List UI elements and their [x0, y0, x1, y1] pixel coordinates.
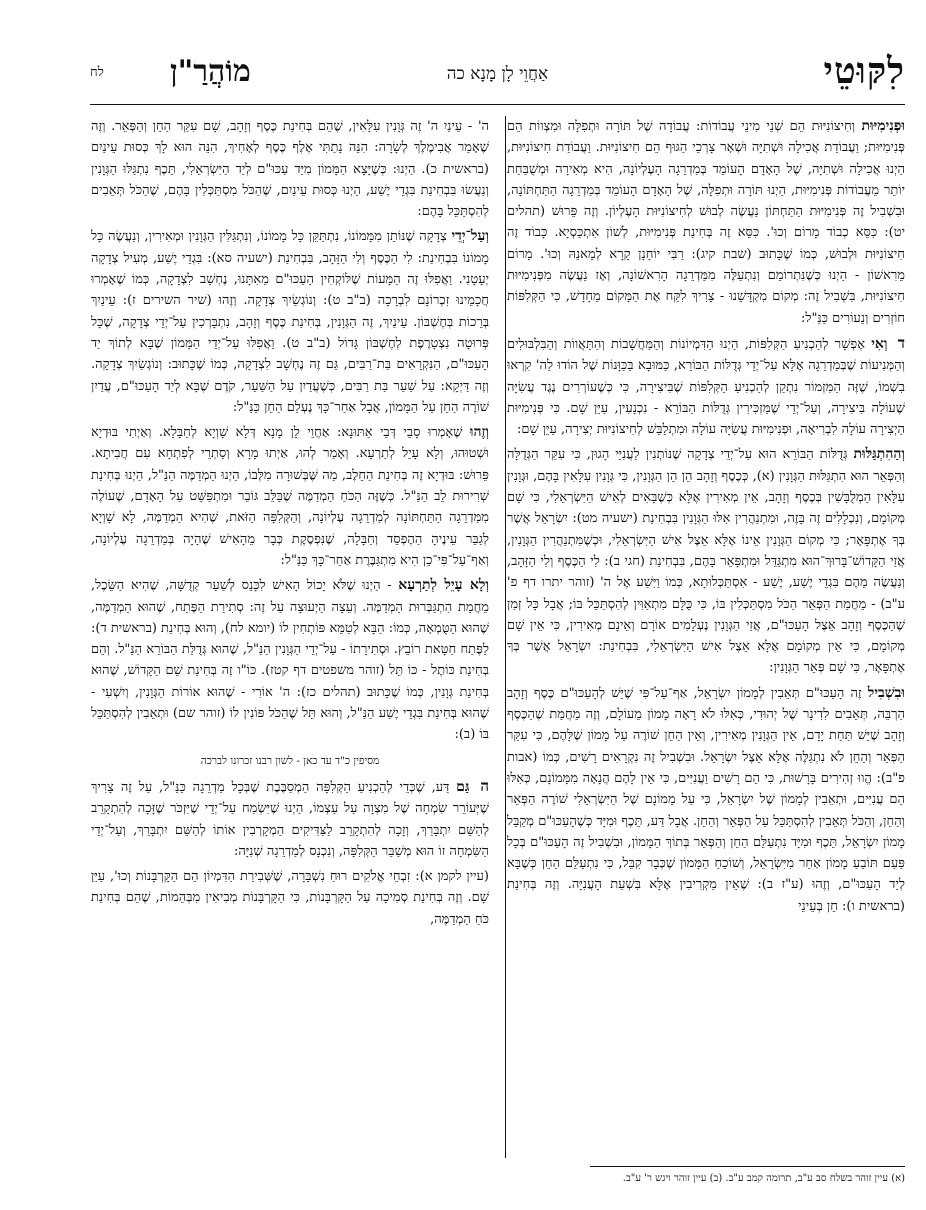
footnotes: (א) עיין זוהר בשלח סב ע"ב, תרומה קמב ע"ב. (ב) עיין זוהר ויגש ר' ע"ב.	[622, 1173, 905, 1184]
folio-number: לח	[90, 65, 104, 80]
lead-word: וְאִי	[871, 335, 888, 352]
section-number: ד	[897, 333, 905, 352]
paragraph-text: גְּדֻלּוֹת הַבּוֹרֵא הוּא עַל־יְדֵי צְדָקָה שֶׁנּוֹתְנִין לַעֲנִיֵּי הָגוּן, כִּי עִקַּר הַגְּדֻלָּה וְהַפְּאֵר הוּא הִתְגַּלּוּת הַגְּוָנִין (א), כְּכֶסֶף וְזָהָב הֵן הֵן הַגְּוָנִין, כִּי גְּוָנִין עִלָּאִין בָּהֶם, וּגְוָנִין עִלָּאִין הַמְלֻבָּשִׁין בְּכֶסֶף וְזָהָב, אֵין מְאִירִין אֶלָּא כְּשֶׁבָּאִים לְאִישׁ הַיִּשְׂרְאֵלִי, כִּי שָׁם מְקוֹמָם, וְנִכְלָלִים זֶה בָּזֶה, וּמִתְנַהֲרִין אִלּוּ הַגְּוָנִין בִּבְחִינַת (ישעיה מט): יִשְׂרָאֵל אֲשֶׁר בְּךָ אֶתְפָּאָר; כִּי מְקוֹם הַגְּוָנִין אֵינוֹ אֶלָּא אֵצֶל אִישׁ הַיִּשְׂרְאֵלִי, וּכְשֶׁמִּתְנַהֲרִין הַגְּוָנִין, אֲזַי הַקָּדוֹשׁ־בָּרוּךְ־הוּא מִתְגַּדֵּל וּמִתְפָּאֵר בָּהֶם, בִּבְחִינַת (חגי ב): לִי הַכֶּסֶף וְלִי הַזָּהָב, וְנַעֲשֶׂה מֵהֶם בִּגְדֵי יֶשַׁע, יֶשַׁע - אִסְתַּכְּלוּתָא, כְּמוֹ וַיִּשַׁע אֶל ה' (זוהר יתרו דף פ' ע"ב) - מֵחֲמַת הַפְּאֵר הַכֹּל מִסְתַּכְּלִין בּוֹ, כִּי כֻּלָּם מִתְאַוִּין לְהִסְתַּכֵּל בּוֹ; אֲבָל כָּל זְמַן שֶׁהַכֶּסֶף וְזָהָב אֵצֶל הָעַכּוּ"ם, אֲזַי הַגְּוָנִין נֶעְלָמִים אוֹרָם וְאֵינָם מְאִירִין, כִּי אֵין שָׁם מְקוֹמָם, כִּי אֵין מְקוֹמָם אֶלָּא אֵצֶל אִישׁ הַיִּשְׂרְאֵלִי, בִּבְחִינַת: יִשְׂרָאֵל אֲשֶׁר בְּךָ אֶתְפָּאָר, כִּי שָׁם פְּאֵר הַגְּוָנִין:	[507, 447, 905, 676]
paragraph	[91, 226, 489, 418]
right-column	[507, 116, 905, 1158]
paragraph	[507, 683, 905, 917]
paragraph-text: אֶפְשָׁר לְהַכְנִיעַ הַקְּלִפּוֹת, הַיְנוּ הַדִּמְיוֹנוֹת וְהַמַּחֲשָׁבוֹת וְהַתַּאֲווֹת וְהַבִּלְבּוּלִים וְהַמְּנִיעוֹת שֶׁבְּמַדְרֵגָה אֶלָּא עַל־יְדֵי גְּדֻלּוֹת הַבּוֹרֵא, כַּמּוּבָא בַּכַּוָּנוֹת שֶׁל הוֹדוּ לַה' קִרְאוּ בִשְׁמוֹ, שֶׁזֶּה הַמִּזְמוֹר נִתְקַן לְהַכְנִיעַ הַקְּלִפּוֹת שֶׁבִּיצִירָה, כִּי כְּשֶׁעוֹרְרִים נֶגֶד עֲשִׂיָּה שֶׁעוֹלָה בִּיצִירָה, וְעַל־יְדֵי שֶׁמַּזְכִּירִין גְּדֻלּוֹת הַבּוֹרֵא - נִכְנָעִין, עַיֵּן שָׁם. כִּי פְּנִימִיּוּת הַיְצִירָה עוֹלָה לִבְרִיאָה, וּפְנִימִיּוּת עֲשִׂיָּה עוֹלָה וּמִתְלַבֵּשׁ לְחִיצוֹנִיּוּת יְצִירָה, עַיֵּן שָׁם:	[507, 336, 905, 438]
lead-word: וּפְנִימִיּוּת	[861, 118, 905, 134]
closing-note	[91, 750, 489, 772]
paragraph-text: צְדָקָה שֶׁנּוֹתֵן מִמָּמוֹנוֹ, נִתְתַּקֵּן כָּל מָמוֹנוֹ, וְנִתְגַּלִּין הַגְּוָנִין וּמְאִירִין, וְנַעֲשֶׂה כָּל מָמוֹנוֹ בִּבְחִינַת: לִי הַכֶּסֶף וְלִי הַזָּהָב, בִּבְחִינַת (ישעיה סא): בִּגְדֵי יֶשַׁע, מְעִיל צְדָקָה יְעָטָנִי. וַאֲפִלּוּ זֶה הַמָּעוֹת שֶׁלּוֹקְחִין הָעַכּוּ"ם מֵאִתָּנוּ, נֶחְשָׁב לִצְדָקָה, כְּמוֹ שֶׁאָמְרוּ חֲכָמֵינוּ זִכְרוֹנָם לִבְרָכָה (ב"ב ט): וְנוֹגְשַׂיִךְ צְדָקָה. וְזֶהוּ (שיר השירים ז): עֵינַיִךְ בְּרֵכוֹת בְּחֶשְׁבּוֹן. עֵינַיִךְ, זֶה הַגְּוָנִין, בְּחִינַת כֶּסֶף וְזָהָב, נִתְבָּרְכִין עַל־יְדֵי צְדָקָה, שֶׁכָּל פְּרוּטָה נִצְטָרֶפֶת לְחֶשְׁבּוֹן גָּדוֹל (ב"ב ט). וַאֲפִלּוּ עַל־יְדֵי הַמָּמוֹן שֶׁבָּא לְתוֹךְ יַד הָעַכּוּ"ם, הַנִּקְרָאִים בַּת־רַבִּים, גַּם זֶה נֶחְשָׁב לִצְדָקָה, כְּמוֹ שֶׁכָּתוּב: וְנוֹגְשַׂיִךְ צְדָקָה. וְזֶה דַּיְקָא: עַל שַׁעַר בַּת רַבִּים, כְּשֶׁעֲדַיִן עַל הַשַּׁעַר, קֹדֶם שֶׁבָּא לְיַד הָעַכּוּ"ם, עֲדַיִן שׁוֹרֶה הַחֵן עַל הַמָּמוֹן, אֲבָל אַחַר־כָּךְ נֶעְלַם הַחֵן כַּנַּ"ל:	[91, 229, 489, 415]
paragraph-text: ה' - עֵינַיִ ה' זֶה גְּוָנִין עִלָּאִין, שֶׁהֵם בְּחִינַת כֶּסֶף וְזָהָב, שָׁם עִקַּר הַחֵן וְהַפְּאֵר. וְזֶה שֶׁאָמַר אֲבִימֶלֶךְ לְשָׂרָה: הִנֵּה נָתַתִּי אֶלֶף כֶּסֶף לְאָחִיךְ, הִנֵּה הוּא לָךְ כְּסוּת עֵינַיִם (בראשית כ). הַיְנוּ: כְּשֶׁיָּצָא הַמָּמוֹן מִיַּד עַכּוּ"ם לְיַד הַיִּשְׂרְאֵלִי, תֵּכֶף נִתְגַּלּוּ הַגְּוָנִין וְנַעֲשׂוּ בִּבְחִינַת בִּגְדֵי יֶשַׁע, הַיְנוּ כְּסוּת עֵינַיִם, שֶׁהַכֹּל מִסְתַּכְּלִין בָּהֶם, שֶׁהַכֹּל תְּאֵבִים לְהִסְתַּכֵּל בָּהֶם:	[91, 119, 489, 220]
section-title: אַחֲוֵי לָן מָנָא כה	[446, 64, 549, 84]
paragraph	[91, 116, 489, 222]
paragraph-text: (עיין לקמן א): זִבְחֵי אֱלֹקִים רוּחַ נִשְׁבָּרָה, שֶׁשְּׁבִירַת הַדִּמְיוֹן הֵם הַקָּרְבָּנוֹת וְכוּ', עַיֵּן שָׁם. וְזֶה בְּחִינַת סְמִיכָה עַל הַקָּרְבָּנוֹת, כִּי הַקָּרְבָּנוֹת מְבִיאִין מִבְּהֵמוֹת, שֶׁהֵם בְּחִינַת כֹּחַ הַמְדַמֶּה,	[91, 869, 489, 927]
header-rule	[90, 104, 905, 105]
lead-word: וְלָא עָיֵל לְתַרְעָא	[398, 577, 489, 594]
section-number: ה	[480, 776, 489, 795]
paragraph	[507, 116, 905, 329]
paragraph	[507, 444, 905, 678]
left-column	[91, 116, 489, 1158]
paragraph-text: שֶׁאָמְרוּ סָבֵי דְּבֵי אַתּוּנָא: אַחֲוֵי לָן מָנָא דְּלָא שָׁוְיָא לְחַבָּלָא. וְאַיְתִי בּוּדְיָא וּשְׁטוּהוּ, וְלָא עָיֵל לְתַרְעָא. וְאָמַר לְהוּ, אַיְתוּ מָרָא וְסַתְרֵי לְפִתְחָא עִם חֲבִיתָא. פֵּרוּשׁ: בּוּדְיָא זֶה בְּחִינַת הַחֵלֶב, מַה שֶּׁבְּשׁוּרָה מִלְּבוֹ, הַיְנוּ הַמְדַמֶּה הַנַּ"ל, הַיְנוּ בְּחִינַת שְׁרִירוּת לֵב הַנַּ"ל. כְּשֶׁזֶּה הַכֹּחַ הַמְדַמֶּה שֶׁבַּלֵּב גּוֹבֵר וּמִתְפַּשֵּׁט עַל הָאָדָם, שֶׁעוֹלֶה מִמַּדְרֵגָה הַתַּחְתּוֹנָה לְמַדְרֵגָה עֶלְיוֹנָה, וְהַקְּלִפָּה הַזֹּאת, שֶׁהִיא הַמְדַמֶּה, לָא שָׁוְיָא לְגַבֵּר עֵינֶיהָ הַהֶפְסֵד וְחַבָּלָה, שֶׁנִּפְסֶקֶת כְּבָר מֵהָאִישׁ שֶׁהָיָה בְּמַדְרֵגָה עֶלְיוֹנָה, וְאַף־עַל־פִּי־כֵן הִיא מִתְגַּבֶּרֶת אַחַר־כָּךְ כַּנַּ"ל:	[91, 425, 489, 568]
lead-word: גַּם	[456, 778, 470, 795]
paragraph	[91, 866, 489, 930]
paragraph	[507, 333, 905, 440]
paragraph-text: - הַיְנוּ שֶׁלֹּא יָכוֹל הָאִישׁ לִכָּנֵס לְשַׁעַר קְדֻשָּׁה, שֶׁהִיא הַשֵּׂכֶל, מֵחֲמַת הִתְגַּבְּרוּת הַמְדַמֶּה. וְעֵצָה הַיְעוּצָה עַל זֶה: סְתִירַת הַפֶּתַח, שֶׁהוּא הַמְדַמֶּה, שֶׁהוּא הַטֻּמְאָה, כְּמוֹ: הַבָּא לְטַמֵּא פּוֹתְחִין לוֹ (יומא לח), וְהוּא בְּחִינַת (בראשית ד): לַפֶּתַח חַטָּאת רוֹבֵץ. וּסְתִירָתוֹ - עַל־יְדֵי הַגְּוָנִין הַנַּ"ל, שֶׁהוּא גְּדֻלַּת הַבּוֹרֵא הַנַּ"ל. וְהֵם בְּחִינַת כּוֹתֶל - כּוֹ תֵּל (זוהר משפטים דף קטז). כּוֹ"ו זֶה בְּחִינַת שֵׁם הַקָּדוֹשׁ, שֶׁהוּא בְּחִינַת גְּוָנִין, כְּמוֹ שֶׁכָּתוּב (תהלים כז): ה' אוֹרִי - שֶׁהוּא אוֹרוֹת הַגְּוָנִין, וְיִשְׁעִי - שֶׁהוּא בְּחִינַת בִּגְדֵי יֶשַׁע הַנַּ"ל, וְהוּא תֵּל שֶׁהַכֹּל פּוֹנִין לוֹ (זוהר שם) וּתְאֵבִין לְהִסְתַּכֵּל בּוֹ (ב):	[91, 578, 489, 743]
paragraph	[91, 575, 489, 745]
paragraph	[91, 422, 489, 571]
lead-word: וְהַהִתְגַּלּוּת	[853, 446, 905, 463]
closing-note-text: מסיפין כ"ד עד כאן - לשון רבנו זכרונו לברכה	[200, 754, 380, 767]
lead-word: וְעַל־יְדֵי	[451, 228, 489, 245]
paragraph-text: וְחִיצוֹנִיּוּת הֵם שְׁנֵי מִינֵי עֲבוֹדוֹת: עֲבוֹדָה שֶׁל תּוֹרָה וּתְפִלָּה וּמִצְווֹת הֵם פְּנִימִיּוּת; וַעֲבוֹדַת אֲכִילָה וּשְׁתִיָּה וּשְׁאָר צָרְכֵי הַגּוּף הֵם חִיצוֹנִיּוּת. וַעֲבוֹדַת חִיצוֹנִיּוּת, הַיְנוּ אֲכִילָה וּשְׁתִיָּה, שֶׁל הָאָדָם הָעוֹמֵד בְּמַדְרֵגָה הָעֶלְיוֹנָה, הִיא מְאִירָה וּמְשֻׁבַּחַת יוֹתֵר מֵעֲבוֹדוֹת פְּנִימִיּוּת, הַיְנוּ תּוֹרָה וּתְפִלָּה, שֶׁל הָאָדָם הָעוֹמֵד בְּמַדְרֵגָה הַתַּחְתּוֹנָה, וּבִשְׁבִיל זֶה פְּנִימִיּוּת הַתַּחְתּוֹן נַעֲשֶׂה לְבוּשׁ לְחִיצוֹנִיּוּת הָעֶלְיוֹן. וְזֶה פֵּרוּשׁ (תהלים יט): כִּסֵּא כְבוֹד מָרוֹם וְכוּ'. כִּסֵּא זֶה בְּחִינַת פְּנִימִיּוּת, לְשׁוֹן אִתְכַּסְיָא. כָּבוֹד זֶה חִיצוֹנִיּוּת וּלְבוּשׁ, כְּמוֹ שֶׁכָּתוּב (שבת קיג): רַבִּי יוֹחָנָן קָרָא לְמָאנֵהּ וְכוּ'. מָרוֹם מֵרִאשׁוֹן - הַיְנוּ כְּשֶׁנִּתְרוֹמֵם וְנִתְעַלֶּה מִמַּדְרֵגָה הָרִאשׁוֹנָה, וְאָז נַעֲשֶׂה מִפְּנִימִיּוּת חִיצוֹנִיּוּת, בִּשְׁבִיל זֶה: מְקוֹם מִקְדָּשֵׁנוּ - צָרִיךְ לִקַּח אֶת הַמָּקוֹם מֵחָדָשׁ, כִּי הַקְּלִפּוֹת חוֹזְרִים וְנֵעוֹרִים כַּנַּ"ל:	[507, 119, 905, 326]
author-title: מוֹהֲרַ"ן	[170, 54, 251, 89]
lead-word: וּבִשְׁבִיל	[867, 684, 905, 701]
running-header	[90, 50, 905, 100]
paragraph-text: דַּע, שֶׁכְּדֵי לְהַכְנִיעַ הַקְּלִפָּה הַמְסַבֶּבֶת שֶׁבְּכָל מַדְרֵגָה כַּנַּ"ל, עַל זֶה צָרִיךְ שֶׁיְּעוֹרֵר שִׂמְחָה שֶׁל מִצְוָה עַל עַצְמוֹ, הַיְנוּ שֶׁיִּשְׂמַח עַל־יְדֵי שֶׁיִּזְכֹּר שֶׁזָּכָה לְהִתְקָרֵב לְהַשֵּׁם יִתְבָּרַךְ, וְזָכָה לְהִתְקָרֵב לַצַּדִּיקִים הַמְקָרְבִין אוֹתוֹ לְהַשֵּׁם יִתְבָּרַךְ, וְעַל־יְדֵי הַשִּׂמְחָה זוֹ הוּא מְשַׁבֵּר הַקְּלִפָּה, וְנִכְנָס לְמַדְרֵגָה שְׁנִיָּה:	[91, 779, 489, 859]
book-title: לִקּוּטֵי	[823, 50, 905, 92]
footnote-rule	[590, 1166, 905, 1167]
column-divider	[505, 116, 506, 1158]
paragraph	[91, 776, 489, 862]
paragraph-text: זֶה הָעַכּוּ"ם תְּאֵבִין לְמָמוֹן יִשְׂרָאֵל, אַף־עַל־פִּי שֶׁיֵּשׁ לְהָעַכּוּ"ם כֶּסֶף וְזָהָב הַרְבֵּה, תְּאֵבִים לִדִינָר שֶׁל יְהוּדִי, כְּאִלּוּ לֹא רָאָה מָמוֹן מֵעוֹלָם, וְזֶה מֵחֲמַת שֶׁהַכֶּסֶף וְזָהָב שֶׁיֵּשׁ תַּחַת יָדָם, אֵין הַגְּוָנִין מְאִירִין, וְאֵין הַחֵן שׁוֹרֶה עַל מָמוֹן שֶׁלָּהֶם, כִּי עִקַּר הַפְּאֵר וְהַחֵן לֹא נִתְגַּלֶּה אֶלָּא אֵצֶל יִשְׂרָאֵל. וּבִשְׁבִיל זֶה נִקְרָאִים רָשִׁים, כְּמוֹ (אבות פ"ב): הֱווּ זְהִירִים בָּרָשׁוּת, כִּי הֵם רָשִׁים וַעֲנִיִּים, כִּי אֵין לָהֶם הֲנָאָה מִמָּמוֹנָם, כְּאִלּוּ הֵם עֲנִיִּים, וּתְאֵבִין לְמָמוֹן שֶׁל יִשְׂרָאֵל, כִּי עַל מָמוֹנָם שֶׁל הַיִּשְׂרְאֵלִי שׁוֹרֶה הַפְּאֵר וְהַחֵן, וְהַכֹּל תְּאֵבִין לְהִסְתַּכֵּל עַל הַפְּאֵר וְהַחֵן. אֲבָל דַּע, תֵּכֶף וּמִיָּד כְּשֶׁהָעַכּוּ"ם מְקַבֵּל מָמוֹן יִשְׂרָאֵל, תֵּכֶף וּמִיָּד נִתְעַלֵּם הַחֵן וְהַפְּאֵר בְּתוֹךְ הַמָּמוֹן, וּבִשְׁבִיל זֶה הָעַכּוּ"ם בְּכָל פַּעַם תּוֹבֵעַ מָמוֹן אַחֵר מִיִּשְׂרָאֵל, וְשׁוֹכֵחַ הַמָּמוֹן שֶׁכְּבָר קִבֵּל, כִּי נִתְעַלֵּם הַחֵן כְּשֶׁבָּא לְיַד הָעַכּוּ"ם, וְזֶהוּ (ע"ז ב): שֶׁאֵין מַקְרִיבִין אֶלָּא בִּשְׁעַת הָעֲנִיָּה. וְזֶה בְּחִינַת (בראשית ו): חֵן בְּעֵינֵי	[507, 685, 905, 914]
lead-word: וְזֶהוּ	[469, 424, 489, 441]
